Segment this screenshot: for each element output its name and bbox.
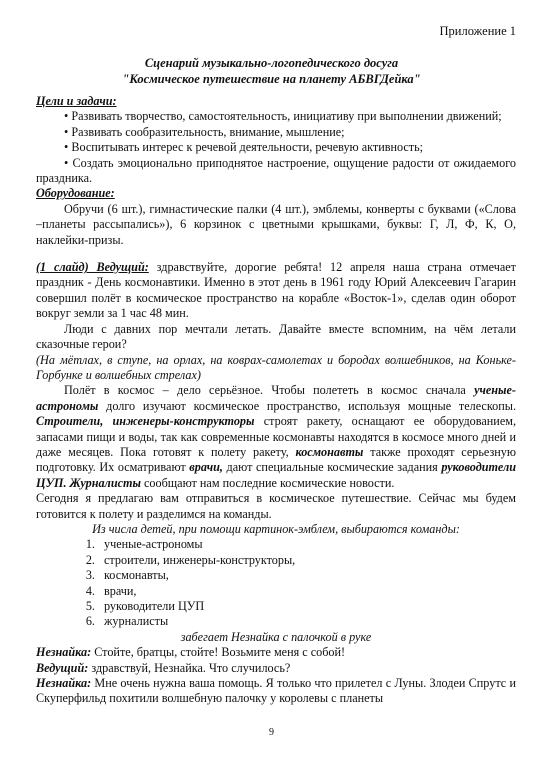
goals-heading: Цели и задачи: [36,94,117,108]
title-line-1: Сценарий музыкально-логопедического досуга [144,56,399,70]
list-item: 1. ученые-астрономы [98,537,516,552]
professions-paragraph: Полёт в космос – дело серьёзное. Чтобы полететь в космос сначала ученые-астрономы долго изучают космическое пространство, используя мощные телескопы. Строители, инженеры-конструкторы строят ракету, оснащают ее оборудованием, запасами пищи и воды, так как современные космонавты находятся в космосе много дней и даже месяцев. Пока готовят к полету ракету, космонавты также проходят серьезную подготовку. Их осматривают врачи, дают специальные космические задания руководители ЦУП. Журналисты сообщают нам последние космические новости. [36,383,516,490]
dream-question: Люди с давних пор мечтали летать. Давайте вместе вспомним, на чём летали сказочные герои? [36,321,516,352]
goal-item-4: • Создать эмоционально приподнятое настроение, ощущение радости от ожидаемого праздника. [36,155,516,186]
teams-intro: Из числа детей, при помощи картинок-эмблем, выбираются команды: [92,521,460,536]
dialog-line: Ведущий: здравствуй, Незнайка. Что случилось? [36,660,291,675]
slide-text: здравствуйте, дорогие ребята! 12 апреля наша страна отмечает праздник - День космонавтики. Именно в этот день в 1961 году Юрий Алексеевич Гагарин совершил полёт в космическое пространство на корабле «Восток-1», сделав один оборот вокруг земли за 1 час 48 мин. [36,260,517,321]
list-item: 5. руководители ЦУП [98,599,516,614]
document-title [36,55,507,87]
title-line-2: "Космическое путешествие на планету АБВГДейка" [122,72,421,86]
dialog-line: Незнайка: Стойте, братцы, стойте! Возьмите меня с собой! [36,645,346,660]
teams-list [36,537,516,629]
list-item: 2. строители, инженеры-конструкторы, [98,553,516,568]
goal-item-1: • Развивать творчество, самостоятельность, инициативу при выполнении движений; [64,109,502,124]
goal-item-2: • Развивать сообразительность, внимание, мышление; [64,124,345,139]
goal-item-3: • Воспитывать интерес к речевой деятельности, речевую активность; [64,140,424,155]
list-item: 3. космонавты, [98,568,516,583]
list-item: 6. журналисты [98,614,516,629]
slide-paragraph [36,260,516,322]
dream-answer: (На мётлах, в ступе, на орлах, на коврах-самолетах и бородах волшебников, на Коньке-Горбунке и волшебных стрелах) [36,352,516,382]
list-item: 4. врачи, [98,584,516,599]
page-number: 9 [269,727,274,738]
appendix-label: Приложение 1 [439,24,516,38]
equipment-heading: Оборудование: [36,186,115,201]
document-body [36,94,516,707]
today-paragraph: Сегодня я предлагаю вам отправиться в космическое путешествие. Сейчас мы будем готовится к полету и разделимся на команды. [36,491,516,521]
slide-label: (1 слайд) Ведущий: [36,260,149,275]
dialog-line: Незнайка: Мне очень нужна ваша помощь. Я только что прилетел с Луны. Злодеи Спрутс и Скуперфильд похитили волшебную палочку у королевы с планеты [36,676,516,706]
stage-note: забегает Незнайка с палочкой в руке [180,629,372,644]
equipment-text: Обручи (6 шт.), гимнастические палки (4 шт.), эмблемы, конверты с буквами («Слова –планеты рассыпались»), 6 корзинок с цветными крышками, буквы: Г, Л, Ф, К, О, наклейки-призы. [36,201,516,247]
